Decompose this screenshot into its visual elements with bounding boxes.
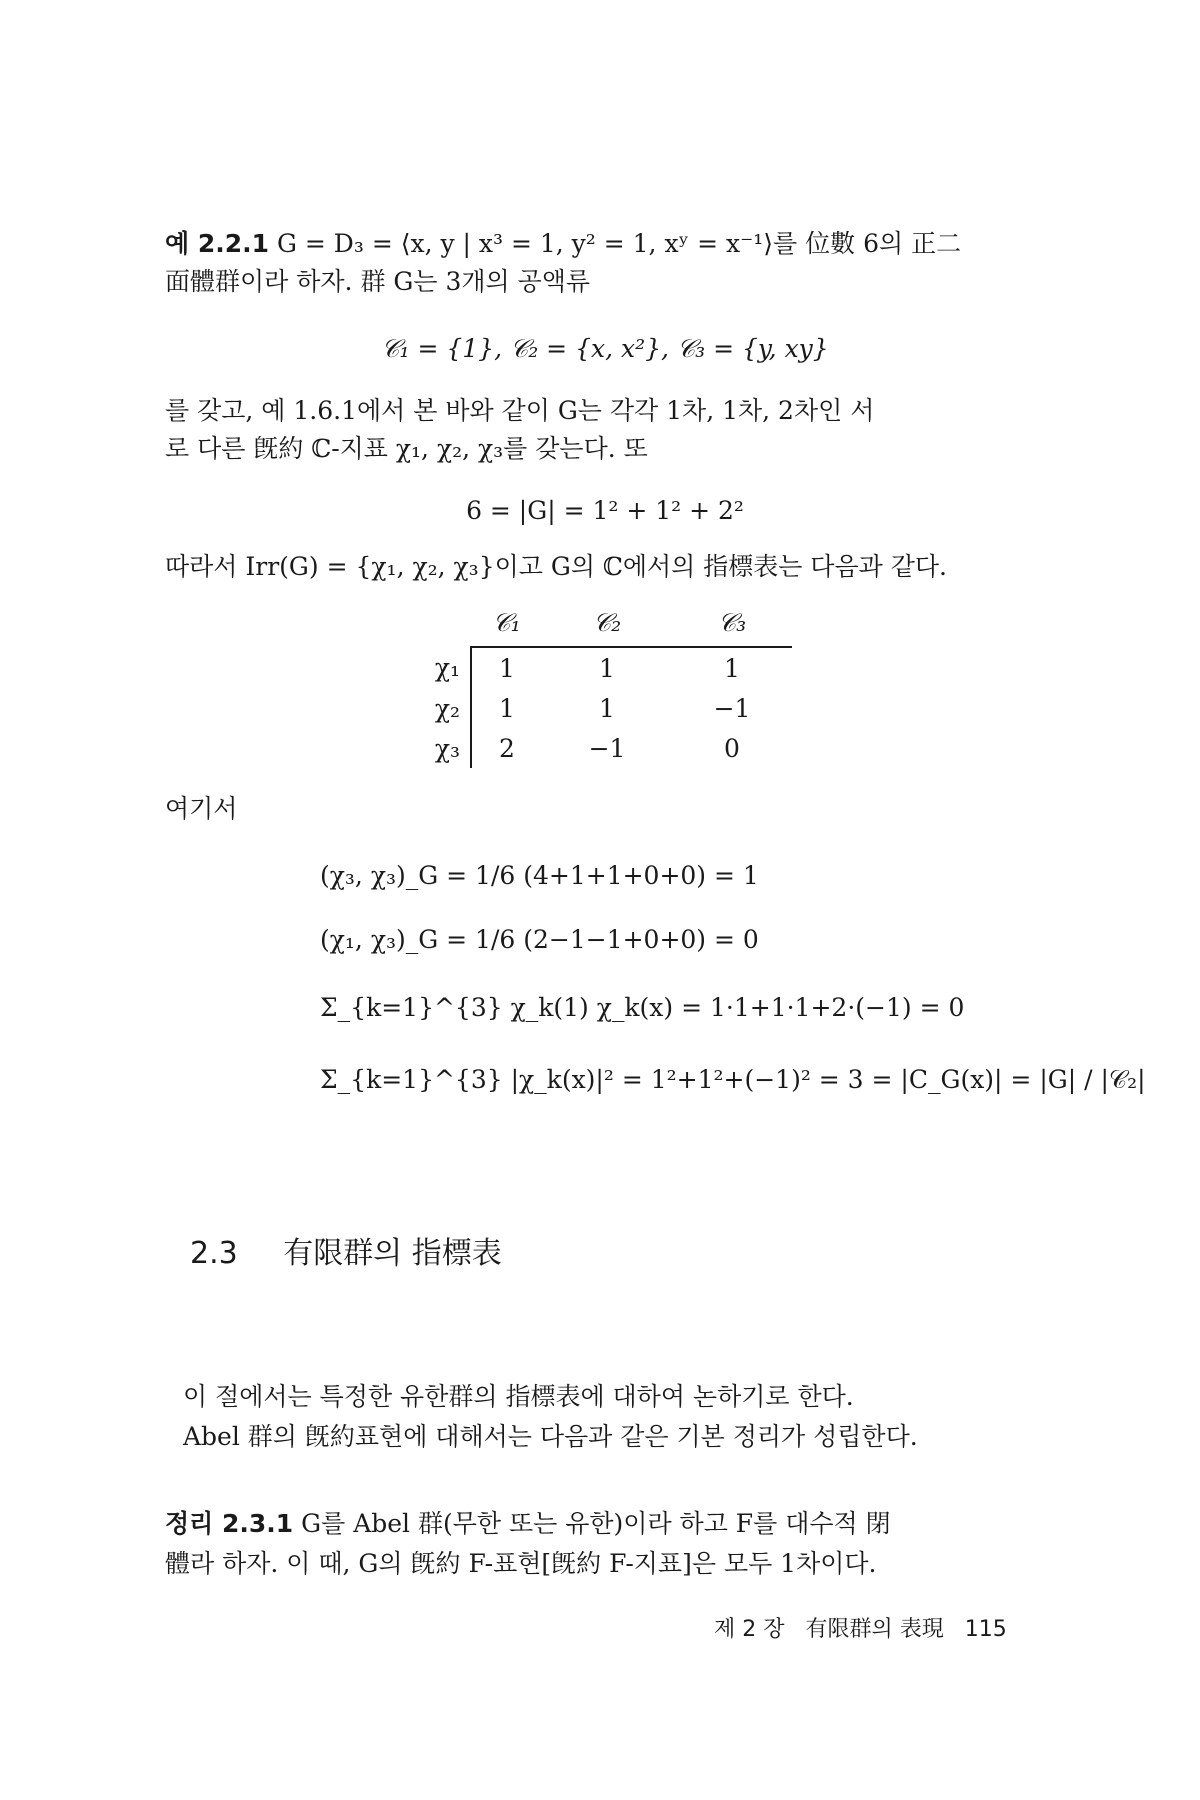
- intro-line-1: 이 절에서는 특정한 유한群의 指標表에 대하여 논하기로 한다.: [183, 1382, 854, 1411]
- equation-1: (χ₃, χ₃)_G = 1/6 (4+1+1+0+0) = 1: [320, 861, 759, 890]
- theorem-text-1: G를 Abel 群(무한 또는 유한)이라 하고 F를 대수적 閉: [301, 1509, 891, 1538]
- example-line-5: 따라서 Irr(G) = {χ₁, χ₂, χ₃}이고 G의 ℂ에서의 指標表는 다음과 같다.: [165, 552, 947, 581]
- table-col-header: 𝒞₁: [471, 600, 542, 647]
- table-cell: 1: [471, 647, 542, 688]
- intro-line-2: Abel 群의 旣約표현에 대해서는 다음과 같은 기본 정리가 성립한다.: [183, 1422, 918, 1451]
- table-col-header: 𝒞₃: [672, 600, 792, 647]
- example-text-1: G = D₃ = ⟨x, y | x³ = 1, y² = 1, xʸ = x⁻¹⟩를 位數 6의 正二: [277, 229, 962, 258]
- example-line-4: 로 다른 旣約 ℂ-지표 χ₁, χ₂, χ₃를 갖는다. 또: [165, 434, 648, 463]
- table-corner: [405, 600, 471, 647]
- table-cell: 2: [471, 728, 542, 768]
- table-cell: 1: [599, 693, 615, 723]
- table-row-header: χ₂: [434, 693, 460, 723]
- page-footer: [700, 1612, 1007, 1643]
- section-title: 有限群의 指標表: [283, 1236, 502, 1271]
- table-cell: −1: [713, 693, 751, 723]
- conjugacy-classes: 𝒞₁ = {1}, 𝒞₂ = {x, x²}, 𝒞₃ = {y, xy}: [381, 334, 829, 363]
- example-line-1: [165, 225, 1045, 263]
- theorem-line-1: [165, 1505, 1045, 1543]
- table-cell: 1: [724, 653, 740, 683]
- equation-4: Σ_{k=1}^{3} |χ_k(x)|² = 1²+1²+(−1)² = 3 = |C_G(x)| = |G| / |𝒞₂|: [320, 1065, 1146, 1094]
- example-line-3: 를 갖고, 예 1.6.1에서 본 바와 같이 G는 각각 1차, 1차, 2차인 서: [165, 396, 875, 425]
- theorem-label: 정리 2.3.1: [165, 1509, 294, 1538]
- theorem-line-2: 體라 하자. 이 때, G의 旣約 F-표현[旣約 F-지표]은 모두 1차이다.: [165, 1549, 877, 1578]
- table-row: [405, 728, 792, 768]
- table-cell: 1: [599, 653, 615, 683]
- equation-2: (χ₁, χ₃)_G = 1/6 (2−1−1+0+0) = 0: [320, 925, 759, 954]
- order-equation: 6 = |G| = 1² + 1² + 2²: [466, 496, 744, 525]
- table-row: [405, 688, 792, 728]
- table-cell: 0: [724, 733, 740, 763]
- equation-3: Σ_{k=1}^{3} χ_k(1) χ_k(x) = 1·1+1·1+2·(−1) = 0: [320, 993, 965, 1022]
- table-row-header: χ₁: [434, 653, 460, 682]
- table-col-header: 𝒞₂: [542, 600, 672, 647]
- footer-title: 有限群의 表現: [805, 1617, 944, 1642]
- table-cell: 1: [471, 688, 542, 728]
- here-label: 여기서: [165, 794, 238, 823]
- example-label: 예 2.2.1: [165, 229, 270, 258]
- footer-chapter: 제 2 장: [714, 1617, 785, 1642]
- character-table: [405, 600, 792, 768]
- example-line-2: 面體群이라 하자. 群 G는 3개의 공액류: [165, 267, 591, 296]
- section-heading: [190, 1228, 502, 1272]
- section-number: 2.3: [190, 1236, 238, 1271]
- table-row: [405, 647, 792, 688]
- table-row-header: χ₃: [434, 733, 460, 763]
- table-cell: −1: [588, 733, 626, 763]
- page-number: 115: [964, 1617, 1007, 1642]
